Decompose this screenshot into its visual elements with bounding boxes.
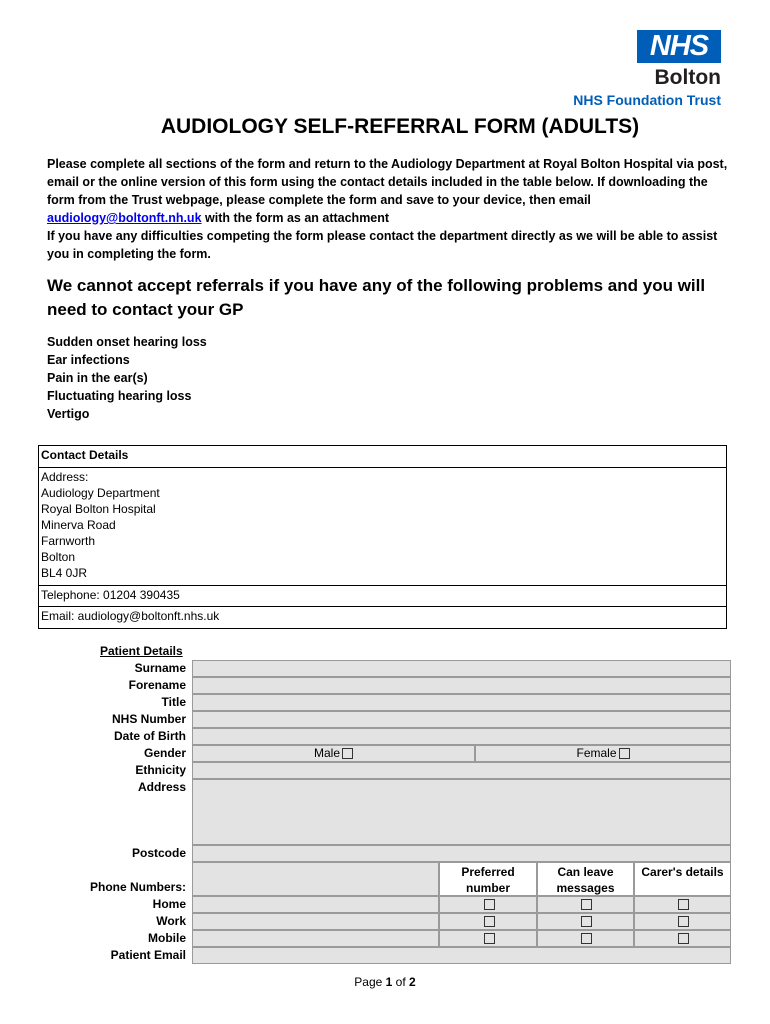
phone-numbers-label: Phone Numbers: [89, 880, 186, 894]
nhs-logo: NHS [637, 30, 721, 63]
title-label: Title [161, 695, 186, 709]
gender-female-option[interactable] [475, 745, 731, 762]
gender-female-label: Female [576, 746, 617, 760]
forename-input[interactable] [192, 677, 731, 694]
address-line: Farnworth [41, 534, 96, 548]
contact-email: Email: audiology@boltonft.nhs.uk [41, 609, 220, 623]
checkbox-icon[interactable] [484, 916, 495, 927]
patient-email-label: Patient Email [110, 948, 186, 962]
intro-p2: If you have any difficulties competing the form please contact the department directly as we will be able to assist you in completing the form. [47, 229, 718, 261]
mobile-preferred-cell [439, 930, 537, 947]
work-phone-input[interactable] [192, 913, 439, 930]
home-carer-cell [634, 896, 731, 913]
contact-telephone: Telephone: 01204 390435 [39, 586, 726, 607]
gender-label: Gender [143, 746, 186, 760]
mobile-carer-cell [634, 930, 731, 947]
intro-text [47, 155, 737, 263]
form-title: AUDIOLOGY SELF-REFERRAL FORM (ADULTS) [160, 115, 640, 138]
title-input[interactable] [192, 694, 731, 711]
checkbox-icon[interactable] [484, 933, 495, 944]
carers-details-header: Carer's details [634, 862, 731, 896]
checkbox-icon[interactable] [678, 899, 689, 910]
address-input[interactable] [192, 779, 731, 845]
logo-org-name: Bolton [654, 66, 721, 89]
intro-p1-after: with the form as an attachment [201, 211, 390, 225]
problem-item: Pain in the ear(s) [47, 371, 148, 385]
phone-header-blank [192, 862, 439, 896]
of-word: of [395, 975, 406, 989]
patient-details-title: Patient Details [100, 644, 183, 658]
ethnicity-input[interactable] [192, 762, 731, 779]
postcode-label: Postcode [131, 846, 186, 860]
total-pages: 2 [409, 975, 416, 989]
problems-list [47, 333, 207, 423]
problem-item: Ear infections [47, 353, 130, 367]
address-line: Address: [41, 470, 89, 484]
page-word: Page [354, 975, 383, 989]
gender-male-label: Male [313, 746, 340, 760]
checkbox-icon[interactable] [678, 933, 689, 944]
checkbox-icon[interactable] [581, 899, 592, 910]
home-phone-label: Home [152, 897, 186, 911]
forename-label: Forename [128, 678, 186, 692]
email-link[interactable]: audiology@boltonft.nh.uk [47, 211, 202, 225]
checkbox-icon[interactable] [619, 748, 630, 759]
problem-item: Fluctuating hearing loss [47, 389, 192, 403]
intro-p1-before: Please complete all sections of the form and return to the Audiology Department at Royal Bolton Hospital via post, email or the online version of this form using the contact details included in the table below. If downloading the form from the Trust webpage, please complete the form and save to your device, then email [47, 157, 728, 207]
contact-details-table [38, 445, 727, 629]
address-line: BL4 0JR [41, 566, 88, 580]
logo-trust-name: NHS Foundation Trust [573, 92, 721, 108]
preferred-number-header: Preferred number [439, 862, 537, 896]
address-line: Minerva Road [41, 518, 116, 532]
page-indicator [0, 975, 770, 989]
patient-email-input[interactable] [192, 947, 731, 964]
warning-heading: We cannot accept referrals if you have any of the following problems and you will need to contact your GP [47, 276, 706, 319]
problem-item: Sudden onset hearing loss [47, 335, 207, 349]
surname-label: Surname [134, 661, 186, 675]
work-phone-label: Work [156, 914, 186, 928]
contact-address [39, 468, 726, 586]
checkbox-icon[interactable] [581, 916, 592, 927]
gender-male-option[interactable] [192, 745, 475, 762]
dob-input[interactable] [192, 728, 731, 745]
checkbox-icon[interactable] [581, 933, 592, 944]
mobile-phone-input[interactable] [192, 930, 439, 947]
home-phone-input[interactable] [192, 896, 439, 913]
work-preferred-cell [439, 913, 537, 930]
contact-header: Contact Details [39, 446, 726, 468]
mobile-phone-label: Mobile [148, 931, 186, 945]
postcode-input[interactable] [192, 845, 731, 862]
mobile-messages-cell [537, 930, 634, 947]
can-leave-messages-header: Can leave messages [537, 862, 634, 896]
dob-label: Date of Birth [114, 729, 186, 743]
current-page: 1 [385, 975, 393, 989]
checkbox-icon[interactable] [678, 916, 689, 927]
home-preferred-cell [439, 896, 537, 913]
nhs-number-label: NHS Number [111, 712, 186, 726]
work-carer-cell [634, 913, 731, 930]
checkbox-icon[interactable] [342, 748, 353, 759]
address-line: Royal Bolton Hospital [41, 502, 156, 516]
address-line: Bolton [41, 550, 76, 564]
home-messages-cell [537, 896, 634, 913]
problem-item: Vertigo [47, 407, 90, 421]
nhs-number-input[interactable] [192, 711, 731, 728]
address-label: Address [137, 780, 186, 794]
surname-input[interactable] [192, 660, 731, 677]
address-line: Audiology Department [41, 486, 160, 500]
checkbox-icon[interactable] [484, 899, 495, 910]
work-messages-cell [537, 913, 634, 930]
ethnicity-label: Ethnicity [135, 763, 186, 777]
